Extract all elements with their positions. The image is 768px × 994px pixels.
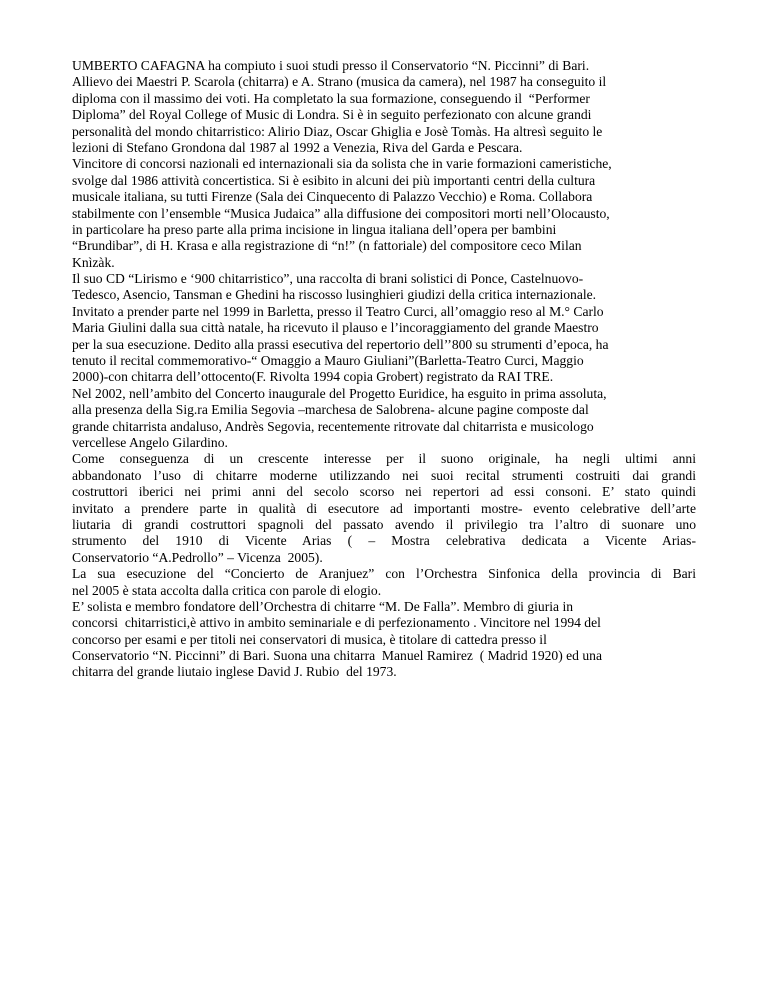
text-line: grande chitarrista andaluso, Andrès Segovia, recentemente ritrovate dal chitarrista e musicologo <box>72 418 594 434</box>
text-line: per la sua esecuzione. Dedito alla prassi esecutiva del repertorio dell’’800 su strumenti d’epoca, ha <box>72 336 609 352</box>
text-line: chitarra del grande liutaio inglese David J. Rubio del 1973. <box>72 664 397 680</box>
text-line: concorsi chitarristici,è attivo in ambito seminariale e di perfezionamento . Vincitore nel 1994 del <box>72 615 601 631</box>
text-line: La sua esecuzione del “Concierto de Aranjuez” con l’Orchestra Sinfonica della provincia di Bari <box>72 566 696 582</box>
text-line: tenuto il recital commemorativo-“ Omaggio a Mauro Giuliani”(Barletta-Teatro Curci, Maggio <box>72 353 584 369</box>
text-line: Il suo CD “Lirismo e ‘900 chitarristico”, una raccolta di brani solistici di Ponce, Castelnuovo- <box>72 271 584 287</box>
text-line: concorso per esami e per titoli nei conservatori di musica, è titolare di cattedra presso il <box>72 631 547 647</box>
text-line: Come conseguenza di un crescente interesse per il suono originale, ha negli ultimi anni <box>72 451 696 467</box>
text-line: invitato a prendere parte in qualità di esecutore ad importanti mostre- evento celebrative dell’arte <box>72 500 696 516</box>
text-line: Conservatorio “A.Pedrollo” – Vicenza 2005). <box>72 549 323 565</box>
text-line: svolge dal 1986 attività concertistica. Si è esibito in alcuni dei più importanti centri della cultura <box>72 172 596 188</box>
text-line: UMBERTO CAFAGNA ha compiuto i suoi studi presso il Conservatorio “N. Piccinni” di Bari. <box>72 58 590 73</box>
text-line: “Brundibar”, di H. Krasa e alla registrazione di “n!” (n fattoriale) del compositore ceco Milan <box>72 238 582 254</box>
text-line: lezioni di Stefano Grondona dal 1987 al 1992 a Venezia, Riva del Garda e Pescara. <box>72 139 523 155</box>
text-line: Maria Giulini dalla sua città natale, ha ricevuto il plauso e l’incoraggiamento del grande Maestro <box>72 320 599 336</box>
text-line: musicale italiana, su tutti Firenze (Sala dei Cinquecento di Palazzo Vecchio) e Roma. Collabora <box>72 189 593 205</box>
text-line: Invitato a prender parte nel 1999 in Barletta, presso il Teatro Curci, all’omaggio reso al M.° Carlo <box>72 303 604 319</box>
text-line: liutaria di grandi costruttori spagnoli del passato avendo il privilegio tra l’altro di suonare uno <box>72 516 696 532</box>
text-line: E’ solista e membro fondatore dell’Orchestra di chitarre “M. De Falla”. Membro di giuria in <box>72 598 574 614</box>
text-line: personalità del mondo chitarristico: Alirio Diaz, Oscar Ghiglia e Josè Tomàs. Ha altresì seguito le <box>72 123 603 139</box>
text-line: Vincitore di concorsi nazionali ed internazionali sia da solista che in varie formazioni cameristiche, <box>72 156 612 172</box>
text-line: nel 2005 è stata accolta dalla critica con parole di elogio. <box>72 582 382 598</box>
text-line: stabilmente con l’ensemble “Musica Judaica” alla diffusione dei compositori morti nell’Olocausto, <box>72 205 610 221</box>
text-line: Diploma” del Royal College of Music di Londra. Si è in seguito perfezionato con alcune grandi <box>72 107 592 123</box>
text-line: costruttori iberici nei primi anni del secolo scorso nei repertori ad essi consoni. E’ stato quindi <box>72 484 696 500</box>
text-line: abbandonato l’uso di chitarre moderne utilizzando nei suoi recital strumenti costruiti dai grandi <box>72 467 696 483</box>
text-line: diploma con il massimo dei voti. Ha completato la sua formazione, conseguendo il “Performer <box>72 90 590 106</box>
text-line: in particolare ha preso parte alla prima incisione in lingua italiana dell’opera per bambini <box>72 221 557 237</box>
text-line: Tedesco, Asencio, Tansman e Ghedini ha riscosso lusinghieri giudizi della critica internazionale. <box>72 287 597 303</box>
text-line: Nel 2002, nell’ambito del Concerto inaugurale del Progetto Euridice, ha esguito in prima assoluta, <box>72 385 607 401</box>
text-line: strumento del 1910 di Vicente Arias ( – Mostra celebrativa dedicata a Vicente Arias- <box>72 533 696 549</box>
text-line: Conservatorio “N. Piccinni” di Bari. Suona una chitarra Manuel Ramirez ( Madrid 1920) ed una <box>72 648 603 664</box>
text-line: vercellese Angelo Gilardino. <box>72 434 228 450</box>
text-line: 2000)-con chitarra dell’ottocento(F. Rivolta 1994 copia Grobert) registrato da RAI TRE. <box>72 369 554 385</box>
text-line: Allievo dei Maestri P. Scarola (chitarra) e A. Strano (musica da camera), nel 1987 ha conseguito il <box>72 74 607 90</box>
text-line: Knìzàk. <box>72 254 115 270</box>
text-line: alla presenza della Sig.ra Emilia Segovia –marchesa de Salobrena- alcune pagine composte dal <box>72 402 589 418</box>
biography-text <box>72 58 696 681</box>
